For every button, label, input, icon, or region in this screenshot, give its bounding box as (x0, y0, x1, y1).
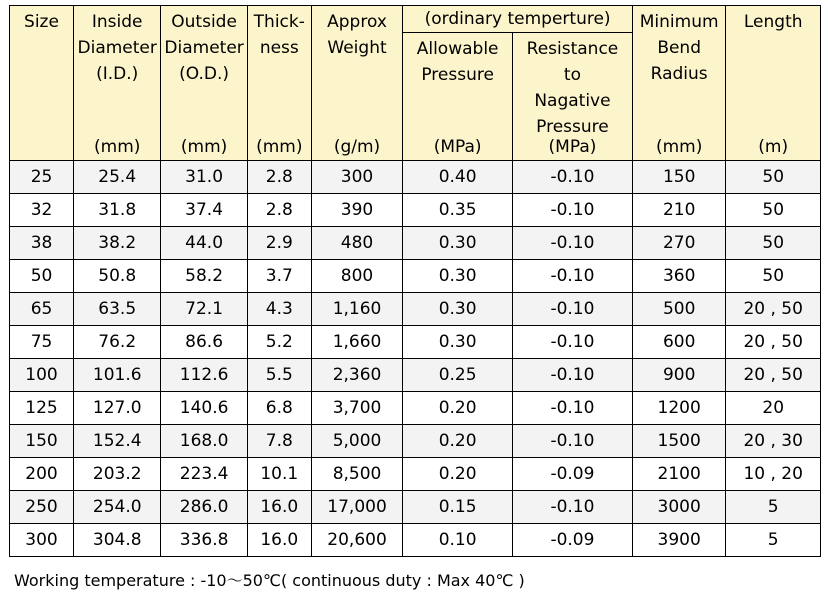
cell-outside-diameter: 72.1 (161, 293, 247, 326)
cell-inside-diameter: 127.0 (74, 392, 161, 425)
table-row (10, 524, 821, 557)
cell-inside-diameter: 203.2 (74, 458, 161, 491)
table-row (10, 491, 821, 524)
cell-negative-pressure: -0.10 (513, 359, 633, 392)
header-id-unit: (mm) (94, 137, 141, 157)
cell-length: 50 (726, 260, 821, 293)
header-size-label (10, 6, 73, 35)
header-ordinary-temperature-group: (ordinary temperture) (403, 6, 633, 33)
hose-spec-table (9, 5, 821, 557)
header-length (726, 6, 821, 161)
header-line: Inside (91, 12, 143, 32)
cell-inside-diameter: 152.4 (74, 425, 161, 458)
cell-inside-diameter: 50.8 (74, 260, 161, 293)
header-weight-label (312, 6, 402, 61)
header-od-unit: (mm) (180, 137, 228, 157)
header-od-label (161, 6, 246, 87)
header-id-label (74, 6, 160, 87)
cell-inside-diameter: 31.8 (74, 194, 161, 227)
cell-allowable-pressure: 0.30 (403, 227, 513, 260)
cell-inside-diameter: 76.2 (74, 326, 161, 359)
cell-thickness: 6.8 (247, 392, 311, 425)
cell-negative-pressure: -0.10 (513, 491, 633, 524)
cell-thickness: 7.8 (247, 425, 311, 458)
cell-negative-pressure: -0.10 (513, 293, 633, 326)
cell-min-bend-radius: 360 (632, 260, 725, 293)
header-line: Diameter (164, 38, 244, 58)
cell-length: 5 (726, 491, 821, 524)
header-thickness (247, 6, 311, 161)
cell-thickness: 3.7 (247, 260, 311, 293)
header-allow-label (403, 33, 512, 88)
cell-outside-diameter: 44.0 (161, 227, 247, 260)
cell-inside-diameter: 38.2 (74, 227, 161, 260)
table-row (10, 326, 821, 359)
header-weight-unit: (g/m) (333, 137, 381, 157)
cell-thickness: 5.2 (247, 326, 311, 359)
cell-thickness: 4.3 (247, 293, 311, 326)
cell-min-bend-radius: 500 (632, 293, 725, 326)
cell-approx-weight: 17,000 (311, 491, 402, 524)
cell-size: 38 (10, 227, 74, 260)
cell-length: 20 , 50 (726, 293, 821, 326)
table-row (10, 260, 821, 293)
cell-approx-weight: 3,700 (311, 392, 402, 425)
table-row (10, 359, 821, 392)
cell-thickness: 5.5 (247, 359, 311, 392)
cell-outside-diameter: 168.0 (161, 425, 247, 458)
header-allow-unit: (MPa) (433, 137, 482, 157)
cell-allowable-pressure: 0.40 (403, 161, 513, 194)
header-line: Diameter (77, 38, 157, 58)
cell-outside-diameter: 286.0 (161, 491, 247, 524)
cell-outside-diameter: 223.4 (161, 458, 247, 491)
table-row (10, 392, 821, 425)
cell-allowable-pressure: 0.30 (403, 326, 513, 359)
header-line: Radius (650, 64, 708, 84)
header-line: Size (24, 12, 59, 32)
cell-length: 50 (726, 161, 821, 194)
cell-length: 20 , 50 (726, 359, 821, 392)
header-line: Approx (327, 12, 387, 32)
cell-length: 5 (726, 524, 821, 557)
header-thick-unit: (mm) (256, 137, 303, 157)
cell-min-bend-radius: 1200 (632, 392, 725, 425)
cell-thickness: 16.0 (247, 524, 311, 557)
cell-size: 25 (10, 161, 74, 194)
header-resist-label (513, 33, 632, 140)
cell-length: 50 (726, 194, 821, 227)
header-line: Length (743, 12, 803, 32)
cell-outside-diameter: 31.0 (161, 161, 247, 194)
cell-size: 250 (10, 491, 74, 524)
cell-allowable-pressure: 0.10 (403, 524, 513, 557)
cell-size: 300 (10, 524, 74, 557)
header-allowable-pressure (403, 33, 513, 161)
cell-size: 65 (10, 293, 74, 326)
cell-approx-weight: 480 (311, 227, 402, 260)
cell-approx-weight: 5,000 (311, 425, 402, 458)
cell-size: 50 (10, 260, 74, 293)
cell-size: 100 (10, 359, 74, 392)
cell-min-bend-radius: 900 (632, 359, 725, 392)
cell-outside-diameter: 112.6 (161, 359, 247, 392)
cell-allowable-pressure: 0.35 (403, 194, 513, 227)
cell-allowable-pressure: 0.15 (403, 491, 513, 524)
header-size (10, 6, 74, 161)
header-line: ness (259, 38, 299, 58)
header-min-bend-radius (632, 6, 725, 161)
cell-thickness: 2.8 (247, 161, 311, 194)
table-row (10, 425, 821, 458)
cell-negative-pressure: -0.09 (513, 458, 633, 491)
cell-size: 125 (10, 392, 74, 425)
table-header (10, 6, 821, 161)
cell-size: 200 (10, 458, 74, 491)
cell-size: 32 (10, 194, 74, 227)
working-temperature-note: Working temperature : -10～50℃( continuous duty : Max 40℃ ) (14, 571, 525, 590)
header-thick-label (248, 6, 311, 61)
cell-thickness: 16.0 (247, 491, 311, 524)
cell-allowable-pressure: 0.30 (403, 260, 513, 293)
cell-inside-diameter: 304.8 (74, 524, 161, 557)
header-line: Pressure (421, 65, 494, 86)
cell-min-bend-radius: 210 (632, 194, 725, 227)
cell-allowable-pressure: 0.30 (403, 293, 513, 326)
cell-length: 10 , 20 (726, 458, 821, 491)
cell-length: 20 , 30 (726, 425, 821, 458)
header-bend-label (633, 6, 725, 87)
header-line: Resistance (526, 39, 619, 60)
cell-outside-diameter: 86.6 (161, 326, 247, 359)
header-line: Pressure (536, 117, 609, 138)
cell-min-bend-radius: 3000 (632, 491, 725, 524)
header-line: Thick- (253, 12, 305, 32)
header-line: Allowable (416, 39, 499, 60)
cell-approx-weight: 390 (311, 194, 402, 227)
cell-approx-weight: 1,660 (311, 326, 402, 359)
cell-min-bend-radius: 1500 (632, 425, 725, 458)
header-line: Bend (657, 38, 701, 58)
cell-inside-diameter: 254.0 (74, 491, 161, 524)
header-length-unit: (m) (758, 137, 789, 157)
cell-inside-diameter: 63.5 (74, 293, 161, 326)
cell-allowable-pressure: 0.20 (403, 425, 513, 458)
cell-negative-pressure: -0.09 (513, 524, 633, 557)
header-line: Minimum (639, 12, 719, 32)
table-row (10, 161, 821, 194)
header-line: (I.D.) (96, 64, 139, 84)
cell-negative-pressure: -0.10 (513, 227, 633, 260)
cell-allowable-pressure: 0.20 (403, 458, 513, 491)
cell-approx-weight: 1,160 (311, 293, 402, 326)
cell-approx-weight: 20,600 (311, 524, 402, 557)
cell-length: 20 , 50 (726, 326, 821, 359)
header-length-label (726, 6, 820, 35)
cell-approx-weight: 8,500 (311, 458, 402, 491)
header-approx-weight (311, 6, 402, 161)
header-bend-unit: (mm) (655, 137, 703, 157)
header-inside-diameter (74, 6, 161, 161)
cell-negative-pressure: -0.10 (513, 392, 633, 425)
header-outside-diameter (161, 6, 247, 161)
cell-min-bend-radius: 2100 (632, 458, 725, 491)
cell-negative-pressure: -0.10 (513, 425, 633, 458)
header-negative-pressure-resistance (513, 33, 633, 161)
cell-inside-diameter: 101.6 (74, 359, 161, 392)
cell-size: 150 (10, 425, 74, 458)
cell-thickness: 2.8 (247, 194, 311, 227)
cell-thickness: 10.1 (247, 458, 311, 491)
cell-negative-pressure: -0.10 (513, 260, 633, 293)
cell-length: 20 (726, 392, 821, 425)
table-row (10, 227, 821, 260)
cell-negative-pressure: -0.10 (513, 161, 633, 194)
cell-thickness: 2.9 (247, 227, 311, 260)
cell-approx-weight: 800 (311, 260, 402, 293)
table-row (10, 293, 821, 326)
cell-min-bend-radius: 270 (632, 227, 725, 260)
cell-negative-pressure: -0.10 (513, 326, 633, 359)
header-line: Weight (327, 38, 387, 58)
cell-min-bend-radius: 600 (632, 326, 725, 359)
header-line: Nagative (534, 91, 611, 112)
table-row (10, 194, 821, 227)
cell-outside-diameter: 140.6 (161, 392, 247, 425)
cell-outside-diameter: 58.2 (161, 260, 247, 293)
cell-min-bend-radius: 3900 (632, 524, 725, 557)
table-row (10, 458, 821, 491)
cell-approx-weight: 300 (311, 161, 402, 194)
cell-outside-diameter: 37.4 (161, 194, 247, 227)
cell-min-bend-radius: 150 (632, 161, 725, 194)
cell-outside-diameter: 336.8 (161, 524, 247, 557)
header-line: (O.D.) (179, 64, 230, 84)
cell-size: 75 (10, 326, 74, 359)
cell-allowable-pressure: 0.20 (403, 392, 513, 425)
table-body (10, 161, 821, 557)
cell-negative-pressure: -0.10 (513, 194, 633, 227)
cell-allowable-pressure: 0.25 (403, 359, 513, 392)
cell-inside-diameter: 25.4 (74, 161, 161, 194)
cell-length: 50 (726, 227, 821, 260)
cell-approx-weight: 2,360 (311, 359, 402, 392)
header-line: Outside (171, 12, 237, 32)
header-resist-unit: (MPa) (548, 137, 597, 157)
header-line: to (563, 65, 581, 86)
